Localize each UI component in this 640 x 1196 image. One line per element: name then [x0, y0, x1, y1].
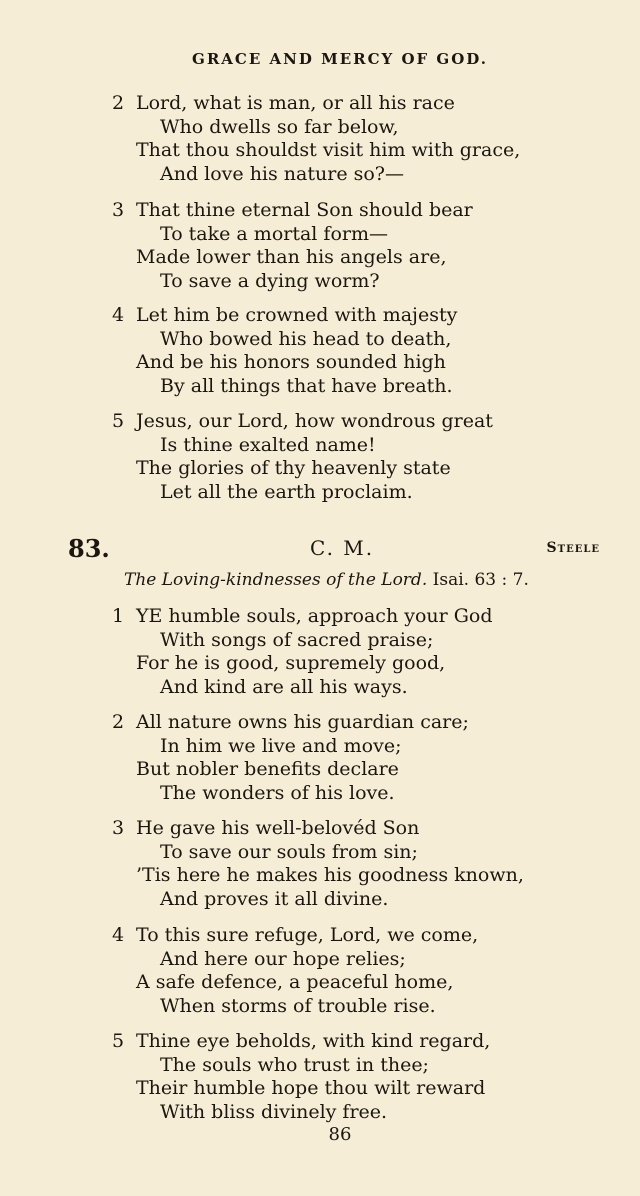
stanza — [112, 199, 612, 293]
stanza — [112, 711, 612, 805]
stanza-line: ’Tis here he makes his goodness known, — [136, 864, 524, 886]
stanza-number: 3 — [112, 199, 125, 221]
page-number: 86 — [328, 1124, 352, 1145]
stanza-line: Let all the earth proclaim. — [160, 480, 413, 503]
stanza-line: Is thine exalted name! — [160, 433, 376, 456]
stanza-line: And be his honors sounded high — [136, 351, 446, 373]
stanza — [112, 92, 612, 186]
hymn-meter: C. M. — [310, 536, 375, 560]
running-head: GRACE AND MERCY OF GOD. — [192, 50, 488, 68]
stanza-number: 5 — [112, 1030, 125, 1052]
stanza-line: Their humble hope thou wilt reward — [136, 1077, 486, 1099]
stanza-number: 3 — [112, 817, 125, 839]
stanza-line: Who bowed his head to death, — [160, 327, 452, 350]
stanza — [112, 817, 612, 911]
hymn-subtitle — [124, 570, 529, 590]
stanza-line: That thou shouldst visit him with grace, — [136, 139, 521, 161]
stanza-line: 2 All nature owns his guardian care; — [112, 711, 469, 733]
stanza-line: 3 That thine eternal Son should bear — [112, 199, 473, 221]
stanza — [112, 605, 612, 699]
stanza-line: Who dwells so far below, — [160, 115, 399, 138]
stanza-line: With songs of sacred praise; — [160, 628, 434, 651]
stanza-line: Made lower than his angels are, — [136, 246, 447, 268]
stanza-number: 4 — [112, 304, 125, 326]
hymn-heading — [68, 534, 600, 562]
stanza-number: 4 — [112, 924, 125, 946]
stanza — [112, 410, 612, 504]
stanza-line: To take a mortal form— — [160, 222, 388, 245]
stanza-line: In him we live and move; — [160, 734, 402, 757]
stanza-line: 5 Thine eye beholds, with kind regard, — [112, 1030, 491, 1052]
stanza-line: The glories of thy heavenly state — [136, 457, 451, 479]
stanza-number: 5 — [112, 410, 125, 432]
stanza-number: 2 — [112, 711, 125, 733]
stanza-line: 4 To this sure refuge, Lord, we come, — [112, 924, 479, 946]
stanza-line: 5 Jesus, our Lord, how wondrous great — [112, 410, 493, 432]
stanza-line: But nobler benefits declare — [136, 758, 399, 780]
stanza-line: A safe defence, a peaceful home, — [136, 971, 454, 993]
stanza — [112, 924, 612, 1018]
stanza-line: 1 YE humble souls, approach your God — [112, 605, 493, 627]
stanza-line: 4 Let him be crowned with majesty — [112, 304, 458, 326]
stanza-line: And kind are all his ways. — [160, 675, 408, 698]
stanza-line: To save our souls from sin; — [160, 840, 418, 863]
stanza-line: 2 Lord, what is man, or all his race — [112, 92, 455, 114]
scripture-reference: Isai. 63 : 7. — [432, 570, 529, 590]
stanza — [112, 1030, 612, 1124]
stanza — [112, 304, 612, 398]
hymn-author: Steele — [546, 540, 600, 556]
stanza-line: The wonders of his love. — [160, 781, 395, 804]
hymn-title: The Loving-kindnesses of the Lord. — [124, 570, 428, 590]
stanza-number: 2 — [112, 92, 125, 114]
stanza-line: For he is good, supremely good, — [136, 652, 446, 674]
stanza-line: To save a dying worm? — [160, 269, 380, 292]
stanza-line: And proves it all divine. — [160, 887, 389, 910]
stanza-line: The souls who trust in thee; — [160, 1053, 429, 1076]
stanza-line: And here our hope relies; — [160, 947, 406, 970]
stanza-line: And love his nature so?— — [160, 162, 404, 185]
stanza-line: By all things that have breath. — [160, 374, 453, 397]
stanza-line: When storms of trouble rise. — [160, 994, 436, 1017]
stanza-line: 3 He gave his well-belovéd Son — [112, 817, 420, 839]
hymn-number: 83. — [68, 534, 110, 563]
stanza-line: With bliss divinely free. — [160, 1100, 388, 1123]
stanza-number: 1 — [112, 605, 125, 627]
